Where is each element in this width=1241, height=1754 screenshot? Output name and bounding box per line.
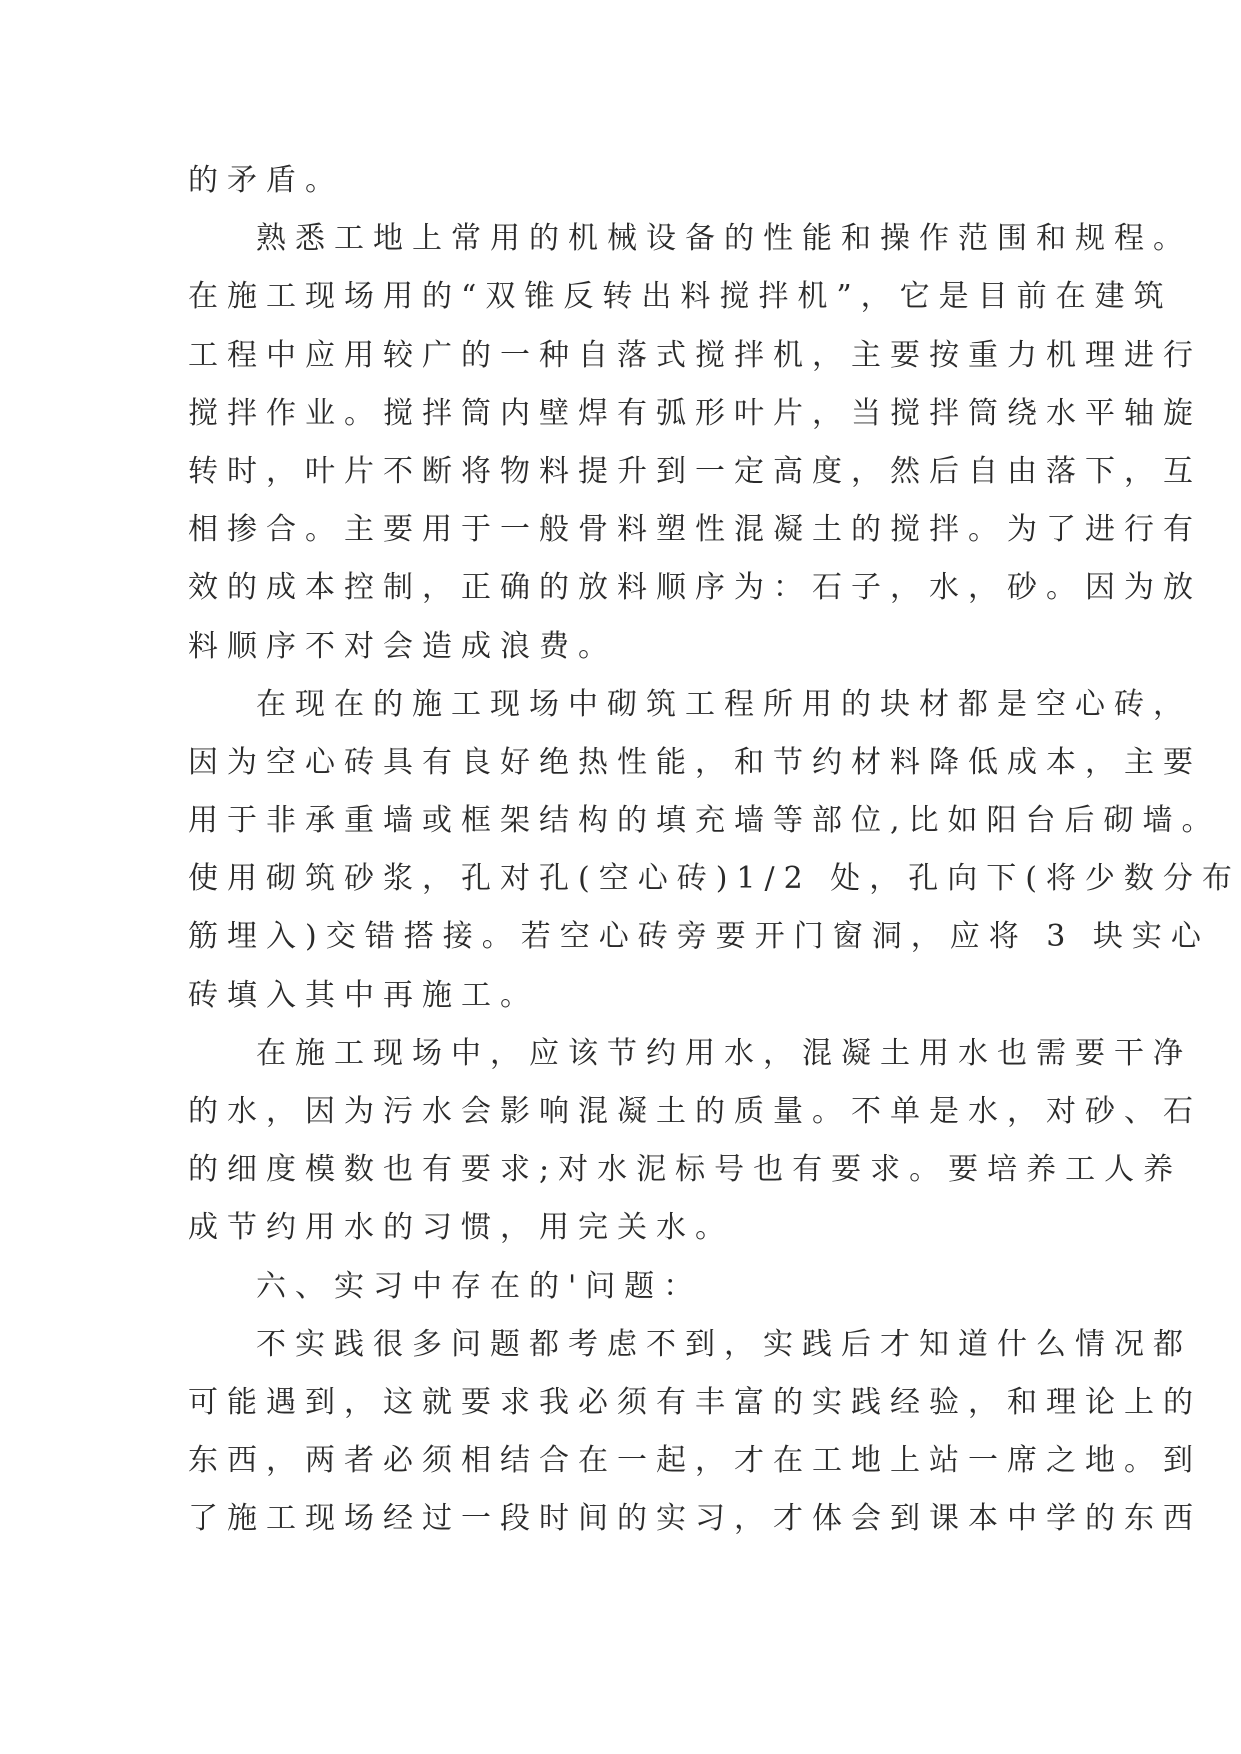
text-line: 效的成本控制，正确的放料顺序为：石子，水，砂。因为放 [188,570,1202,606]
text-line: 熟悉工地上常用的机械设备的性能和操作范围和规程。 [256,221,1192,257]
text-line: 在施工现场中，应该节约用水，混凝土用水也需要干净 [256,1035,1192,1071]
text-line: 料顺序不对会造成浪费。 [188,628,617,664]
text-line: 的细度模数也有要求;对水泥标号也有要求。要培养工人养 [188,1152,1183,1188]
text-line: 用于非承重墙或框架结构的填充墙等部位,比如阳台后砌墙。 [188,803,1221,839]
text-line: 的水，因为污水会影响混凝土的质量。不单是水，对砂、石 [188,1094,1202,1129]
text-line: 搅拌作业。搅拌筒内壁焊有弧形叶片，当搅拌筒绕水平轴旋 [188,395,1202,431]
text-line: 的矛盾。 [188,163,344,198]
text-line: 可能遇到，这就要求我必须有丰富的实践经验，和理论上的 [188,1384,1202,1420]
text-line: 成节约用水的习惯，用完关水。 [188,1210,734,1246]
body-text [188,152,1241,1549]
text-line: 砖填入其中再施工。 [188,977,539,1013]
text-line: 在施工现场用的“双锥反转出料搅拌机”，它是目前在建筑 [188,279,1173,315]
text-line: 相掺合。主要用于一般骨料塑性混凝土的搅拌。为了进行有 [188,512,1202,548]
text-line: 转时，叶片不断将物料提升到一定高度，然后自由落下，互 [188,453,1202,489]
text-line: 使用砌筑砂浆，孔对孔(空心砖)1/2 处，孔向下(将少数分布 [188,861,1241,897]
text-line: 了施工现场经过一段时间的实习，才体会到课本中学的东西 [188,1501,1202,1537]
text-line: 工程中应用较广的一种自落式搅拌机，主要按重力机理进行 [188,337,1202,373]
text-line: 因为空心砖具有良好绝热性能，和节约材料降低成本，主要 [188,744,1202,780]
section-heading: 六、实习中存在的'问题： [256,1268,703,1304]
text-line: 不实践很多问题都考虑不到，实践后才知道什么情况都 [256,1326,1192,1362]
text-line: 筋埋入)交错搭接。若空心砖旁要开门窗洞，应将 3 块实心 [188,919,1210,955]
text-line: 在现在的施工现场中砌筑工程所用的块材都是空心砖， [256,686,1192,722]
text-line: 东西，两者必须相结合在一起，才在工地上站一席之地。到 [188,1443,1202,1479]
